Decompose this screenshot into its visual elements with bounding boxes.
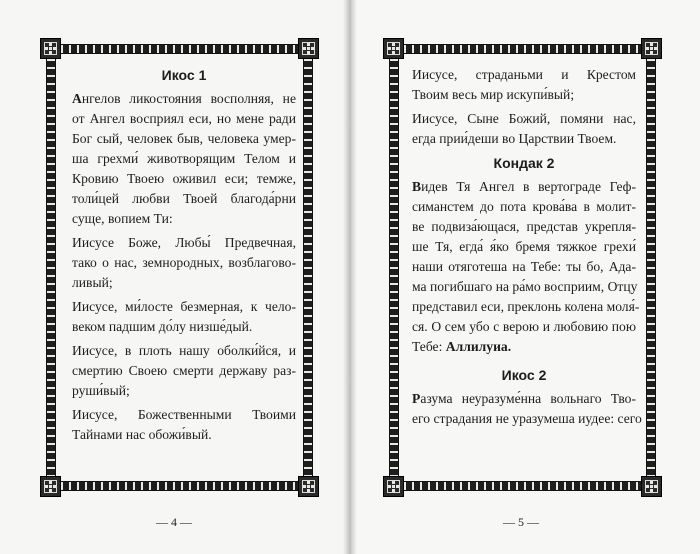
corner-ornament-icon	[641, 38, 662, 59]
text-line: Бог сый, человек быв, человека умер-	[72, 131, 296, 146]
text-line: Иисусе, Божественными Твоими	[72, 407, 296, 422]
ikos-1-heading: Икос 1	[161, 67, 207, 83]
text-line: ливый;	[72, 275, 113, 290]
text-line: Тебе: Аллилуиа.	[412, 339, 512, 354]
text-line: толи́цей любви Твоей благода́рни	[72, 191, 296, 206]
text-line: Тайнами нас обожи́вый.	[72, 427, 212, 442]
text-line: Иисусе, Сыне Божий, помяни нас,	[412, 111, 636, 126]
text-line: тако о нас, земнородных, возблагово-	[72, 255, 296, 270]
kondak-2-heading: Кондак 2	[493, 155, 555, 171]
right-ornamental-frame	[383, 38, 662, 497]
text-line: смертию Своею смерти державу раз-	[72, 363, 296, 378]
frame-border-bottom	[50, 481, 309, 491]
text-line: Твоим весь мир искупи́вый;	[412, 87, 575, 102]
frame-border-left	[389, 48, 399, 487]
page-number-left: — 4 —	[156, 515, 192, 529]
text-line: ма погибшаго на ра́мо восприим, Отцу	[412, 279, 638, 294]
corner-ornament-icon	[383, 476, 404, 497]
drop-letter: Р	[412, 391, 421, 406]
text-line: ше Тя, егда́ я́ко бремя тяжкое грехи́	[412, 239, 636, 254]
drop-letter: В	[412, 179, 422, 194]
right-page-text	[412, 65, 642, 429]
text-line: ся. О сем убо с верою и любовию пою	[412, 319, 636, 334]
text-line: Кровию Твоею оживил еси; темже,	[72, 171, 296, 186]
frame-border-top	[50, 44, 309, 54]
corner-ornament-icon	[40, 476, 61, 497]
alleluia-text: Аллилуиа.	[445, 339, 512, 354]
text-line: руши́вый;	[72, 383, 130, 398]
left-ornamental-frame	[40, 38, 319, 497]
drop-letter: А	[72, 91, 82, 106]
text-line: Иисусе Боже, Любы́ Предвечная,	[72, 235, 296, 250]
ikos-2-heading: Икос 2	[501, 367, 547, 383]
frame-border-top	[393, 44, 652, 54]
corner-ornament-icon	[298, 476, 319, 497]
text-line: Ангелов ликостояния восполняя, не	[72, 91, 296, 106]
corner-ornament-icon	[298, 38, 319, 59]
book-gutter	[343, 0, 357, 554]
corner-ornament-icon	[383, 38, 404, 59]
frame-border-bottom	[393, 481, 652, 491]
left-page-text	[72, 65, 296, 445]
text-line: ша грехми́ животворящим Телом и	[72, 151, 296, 166]
text-line: Иисусе, страданьми и Крестом	[412, 67, 636, 82]
text-line: Разума неуразуме́нна вольнаго Тво-	[412, 391, 636, 406]
text-line: Видев Тя Ангел в вертограде Геф-	[412, 179, 636, 194]
frame-border-left	[46, 48, 56, 487]
text-line: симанстем до пота крова́ва в молит-	[412, 199, 636, 214]
text-line: егда прии́деши во Царствии Твоем.	[412, 131, 617, 146]
corner-ornament-icon	[40, 38, 61, 59]
text-line: Иисусе, ми́лосте безмерная, к чело-	[72, 299, 296, 314]
page-number-right: — 5 —	[503, 515, 539, 529]
text-line: веком падшим до́лу низше́дый.	[72, 319, 253, 334]
corner-ornament-icon	[641, 476, 662, 497]
text-line: ве подвиза́ющася, представ укрепля-	[412, 219, 636, 234]
text-line: представил еси, преклонь колена моля́-	[412, 299, 640, 314]
text-line: от Ангел восприял еси, но мене ради	[72, 111, 296, 126]
text-line: его страдания не уразумеша иудее: сего	[412, 411, 642, 426]
text-line: Иисусе, в плоть нашу оболки́йся, и	[72, 343, 296, 358]
frame-border-right	[303, 48, 313, 487]
text-line: суще, вопием Ти:	[72, 211, 173, 226]
frame-border-right	[646, 48, 656, 487]
text-line: наши отяготеша на Тебе: ты бо, Ада-	[412, 259, 636, 274]
